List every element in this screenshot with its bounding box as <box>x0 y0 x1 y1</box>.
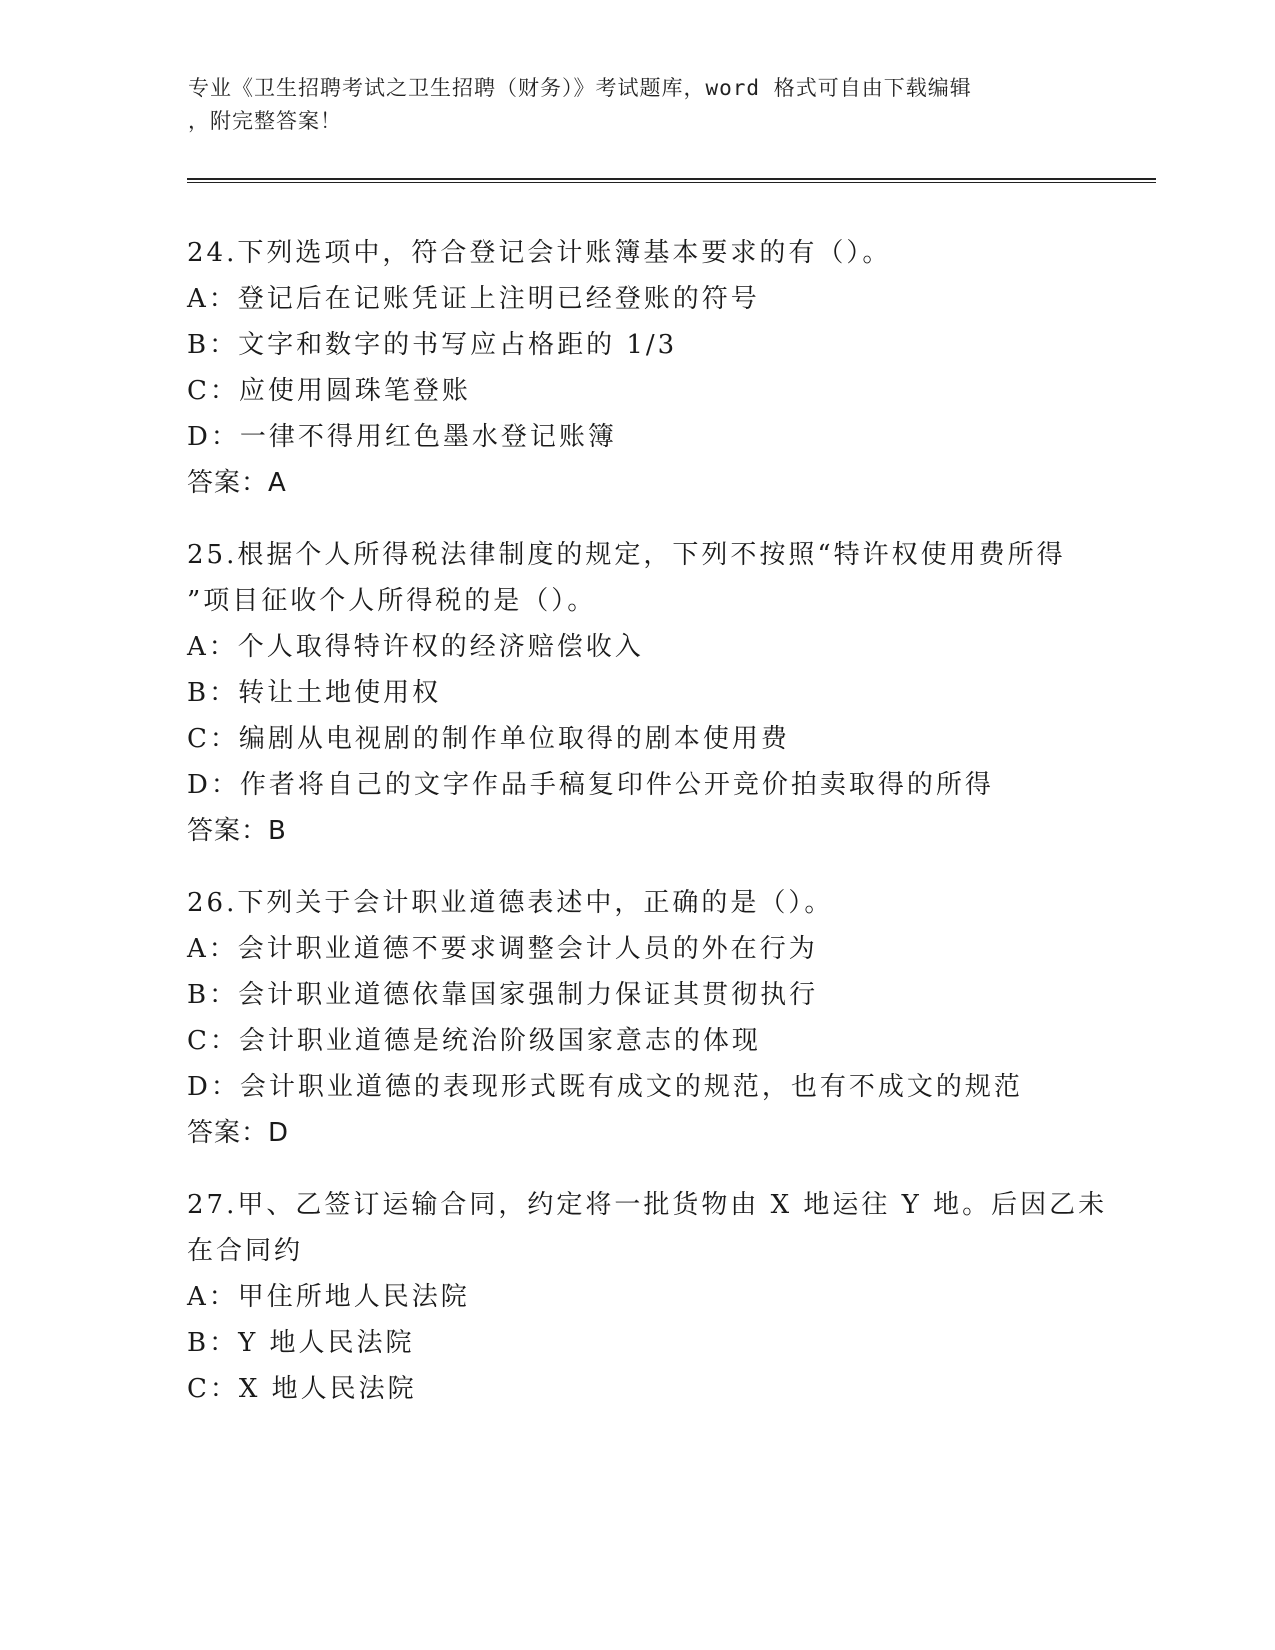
question-block <box>187 1182 1108 1412</box>
question-stem: 25.根据个人所得税法律制度的规定，下列不按照“特许权使用费所得 <box>187 540 1066 570</box>
answer-option: C：编剧从电视剧的制作单位取得的剧本使用费 <box>187 724 790 754</box>
header-line: ，附完整答案！ <box>188 109 342 133</box>
answer-option: B：转让土地使用权 <box>187 678 442 708</box>
document-header <box>188 72 1068 138</box>
answer-option: C：会计职业道德是统治阶级国家意志的体现 <box>187 1026 761 1056</box>
answer-option: B：文字和数字的书写应占格距的 1/3 <box>187 330 678 360</box>
answer-option: C：应使用圆珠笔登账 <box>187 376 471 406</box>
answer-key: 答案：D <box>187 1118 290 1148</box>
header-divider <box>187 178 1156 183</box>
question-stem: 27.甲、乙签订运输合同，约定将一批货物由 X 地运往 Y 地。后因乙未 <box>187 1190 1108 1220</box>
answer-option: B：Y 地人民法院 <box>187 1328 415 1358</box>
answer-option: A：个人取得特许权的经济赔偿收入 <box>187 632 644 662</box>
answer-option: A：甲住所地人民法院 <box>187 1282 470 1312</box>
answer-option: A：会计职业道德不要求调整会计人员的外在行为 <box>187 934 818 964</box>
answer-option: D：作者将自己的文字作品手稿复印件公开竞价拍卖取得的所得 <box>187 770 994 800</box>
question-stem: 24.下列选项中，符合登记会计账簿基本要求的有（）。 <box>187 238 892 268</box>
answer-key: 答案：B <box>187 816 287 846</box>
question-stem: 在合同约 <box>187 1236 304 1266</box>
answer-option: B：会计职业道德依靠国家强制力保证其贯彻执行 <box>187 980 819 1010</box>
header-line: 专业《卫生招聘考试之卫生招聘（财务）》考试题库，word 格式可自由下载编辑 <box>188 76 972 100</box>
question-list <box>187 230 1108 1438</box>
answer-option: C：X 地人民法院 <box>187 1374 417 1404</box>
question-block <box>187 532 1087 854</box>
answer-option: D：会计职业道德的表现形式既有成文的规范，也有不成文的规范 <box>187 1072 1023 1102</box>
answer-option: A：登记后在记账凭证上注明已经登账的符号 <box>187 284 760 314</box>
answer-key: 答案：A <box>187 468 287 498</box>
question-block <box>187 230 1087 506</box>
question-stem: ”项目征收个人所得税的是（）。 <box>187 586 597 616</box>
question-stem: 26.下列关于会计职业道德表述中，正确的是（）。 <box>187 888 834 918</box>
answer-option: D：一律不得用红色墨水登记账簿 <box>187 422 617 452</box>
question-block <box>187 880 1087 1156</box>
